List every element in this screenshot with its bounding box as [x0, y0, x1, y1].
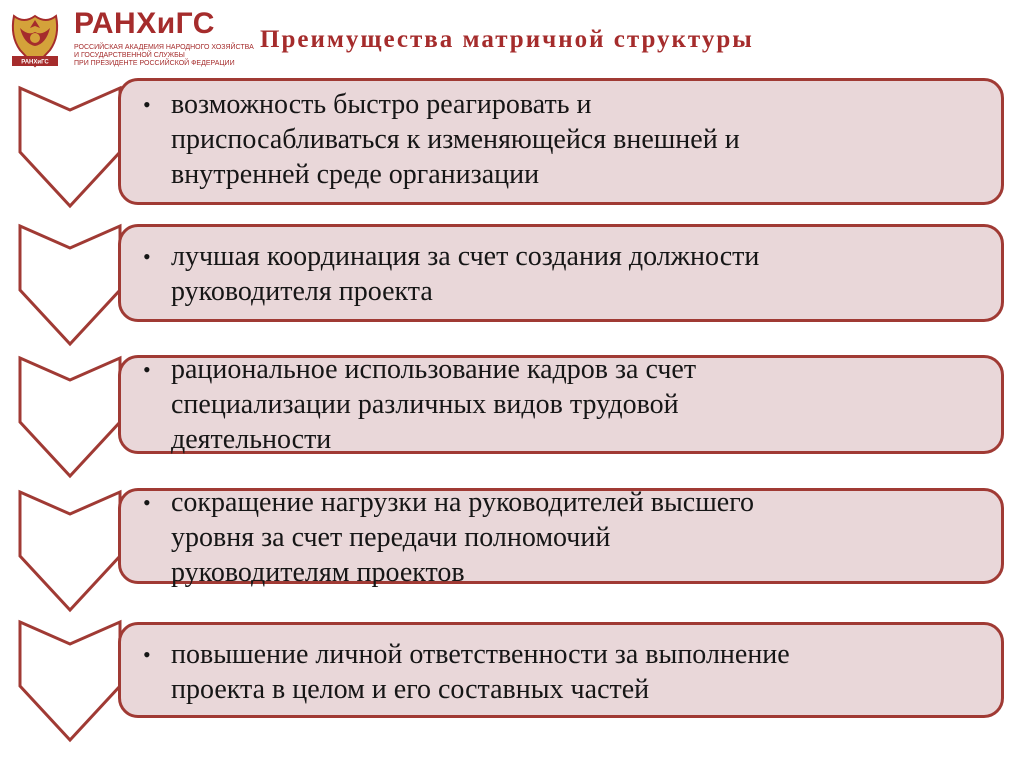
advantage-text-line: • лучшая координация за счет создания должности: [171, 241, 760, 272]
advantage-box: [118, 78, 1004, 205]
emblem-ribbon-text: РАНХиГС: [21, 59, 49, 66]
advantage-text-line: • сокращение нагрузки на руководителей высшего: [171, 487, 754, 518]
advantage-text: [141, 637, 987, 707]
advantage-box: [118, 487, 1004, 588]
advantage-text-line: деятельности: [171, 424, 332, 455]
advantage-box: [118, 622, 1004, 718]
logo-subtitle-line: И ГОСУДАРСТВЕННОЙ СЛУЖБЫ: [74, 52, 185, 59]
advantage-box: [118, 224, 1004, 322]
advantage-text-line: • повышение личной ответственности за выполнение: [171, 639, 790, 670]
advantage-text-line: • возможность быстро реагировать и: [171, 89, 592, 120]
page-title: Преимущества матричной структуры: [260, 26, 754, 53]
logo-subtitle-line: РОССИЙСКАЯ АКАДЕМИЯ НАРОДНОГО ХОЗЯЙСТВА: [74, 44, 254, 51]
advantage-text-line: специализации различных видов трудовой: [171, 389, 679, 420]
logo-name: РАНХиГС: [74, 7, 215, 40]
advantage-text-line: проекта в целом и его составных частей: [171, 674, 650, 705]
advantage-text-line: внутренней среде организации: [171, 159, 540, 190]
advantage-text-line: руководителя проекта: [171, 276, 433, 307]
advantage-text: [141, 239, 987, 309]
advantage-text-line: • рациональное использование кадров за счет: [171, 354, 697, 385]
advantage-box: [118, 355, 1004, 454]
advantage-text: [141, 87, 987, 192]
advantage-text-line: приспосабливаться к изменяющейся внешней и: [171, 124, 740, 155]
chevron-arrow-icon: [20, 622, 120, 740]
advantage-text-line: уровня за счет передачи полномочий: [171, 522, 611, 553]
advantage-text: [141, 352, 987, 457]
advantage-text: [141, 485, 987, 590]
logo-subtitle-line: ПРИ ПРЕЗИДЕНТЕ РОССИЙСКОЙ ФЕДЕРАЦИИ: [74, 60, 235, 67]
advantage-text-line: руководителям проектов: [171, 557, 465, 588]
chevron-arrow-icon: [20, 358, 120, 476]
chevron-arrow-icon: [20, 492, 120, 610]
chevron-arrow-icon: [20, 88, 120, 206]
chevron-arrow-icon: [20, 226, 120, 344]
